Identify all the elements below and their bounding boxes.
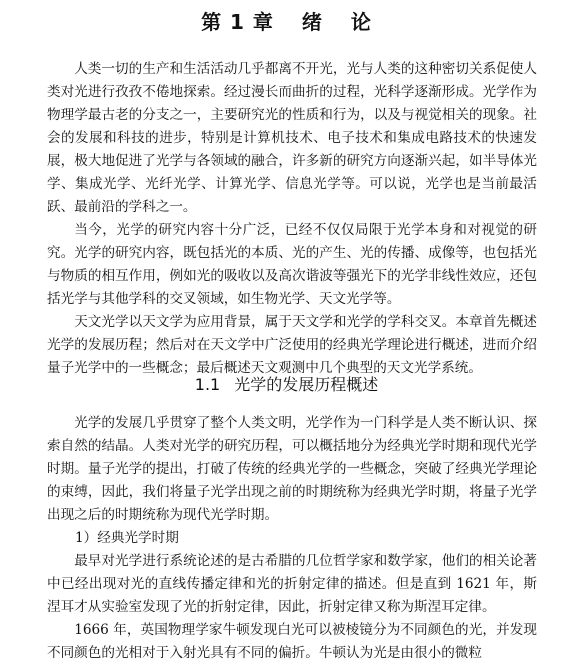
intro-paragraph-3: 天文光学以天文学为应用背景，属于天文学和光学的学科交叉。本章首先概述光学的发展历程；然后对在天文学中广泛使用的经典光学理论进行概述，进而介绍量子光学中的一些概念；最后概述天文观测中几个典型的天文光学系统。 — [47, 314, 537, 376]
section-title: 光学的发展历程概述 — [234, 375, 379, 394]
section-paragraph-1: 光学的发展几乎贯穿了整个人类文明，光学作为一门科学是人类不断认识、探索自然的结晶。人类对光学的研究历程，可以概括地分为经典光学时期和现代光学时期。量子光学的提出，打破了传统的经典光学的一些概念，突破了经典光学理论的束缚，因此，我们将量子光学出现之前的时期统称为经典光学时期，将量子光学出现之后的时期统称为现代光学时期。 — [47, 415, 537, 523]
section-heading — [0, 372, 573, 395]
chapter-title-char-2: 论 — [350, 10, 372, 34]
section-number: 1.1 — [194, 375, 221, 394]
chapter-title-char-1: 绪 — [301, 10, 323, 34]
section-text — [47, 412, 537, 527]
chapter-number: 第 1 章 — [201, 10, 274, 34]
subsection-text — [47, 550, 537, 665]
intro-paragraph-1: 人类一切的生产和生活活动几乎都离不开光，光与人类的这种密切关系促使人类对光进行孜孜不倦地探索。经过漫长而曲折的过程，光科学逐渐形成。光学作为物理学最古老的分支之一，主要研究光的性质和行为，以及与视觉相关的现象。社会的发展和科技的进步，特别是计算机技术、电子技术和集成电路技术的快速发展，极大地促进了光学与各领域的融合，许多新的研究方向逐渐兴起，如半导体光学、集成光学、光纤光学、计算光学、信息光学等。可以说，光学也是当前最活跃、最前沿的学科之一。 — [47, 61, 537, 215]
subsection-paragraph-2: 1666 年，英国物理学家牛顿发现白光可以被棱镜分为不同颜色的光，并发现不同颜色的光相对于入射光具有不同的偏折。牛顿认为光是由很小的微粒 — [47, 622, 537, 661]
intro-text — [47, 58, 537, 380]
subsection-heading: 1）经典光学时期 — [75, 530, 179, 546]
chapter-title — [0, 6, 573, 35]
intro-paragraph-2: 当今，光学的研究内容十分广泛，已经不仅仅局限于光学本身和对视觉的研究。光学的研究内容，既包括光的本质、光的产生、光的传播、成像等，也包括光与物质的相互作用，例如光的吸收以及高次谐波等强光下的光学非线性效应，还包括光学与其他学科的交叉领域，如生物光学、天文光学等。 — [47, 222, 537, 307]
subsection-paragraph-1: 最早对光学进行系统论述的是古希腊的几位哲学家和数学家，他们的相关论著中已经出现对光的直线传播定律和光的折射定律的描述。但是直到 1621 年，斯涅耳才从实验室发现了光的折射定律，因此，折射定律又称为斯涅耳定律。 — [47, 553, 537, 615]
